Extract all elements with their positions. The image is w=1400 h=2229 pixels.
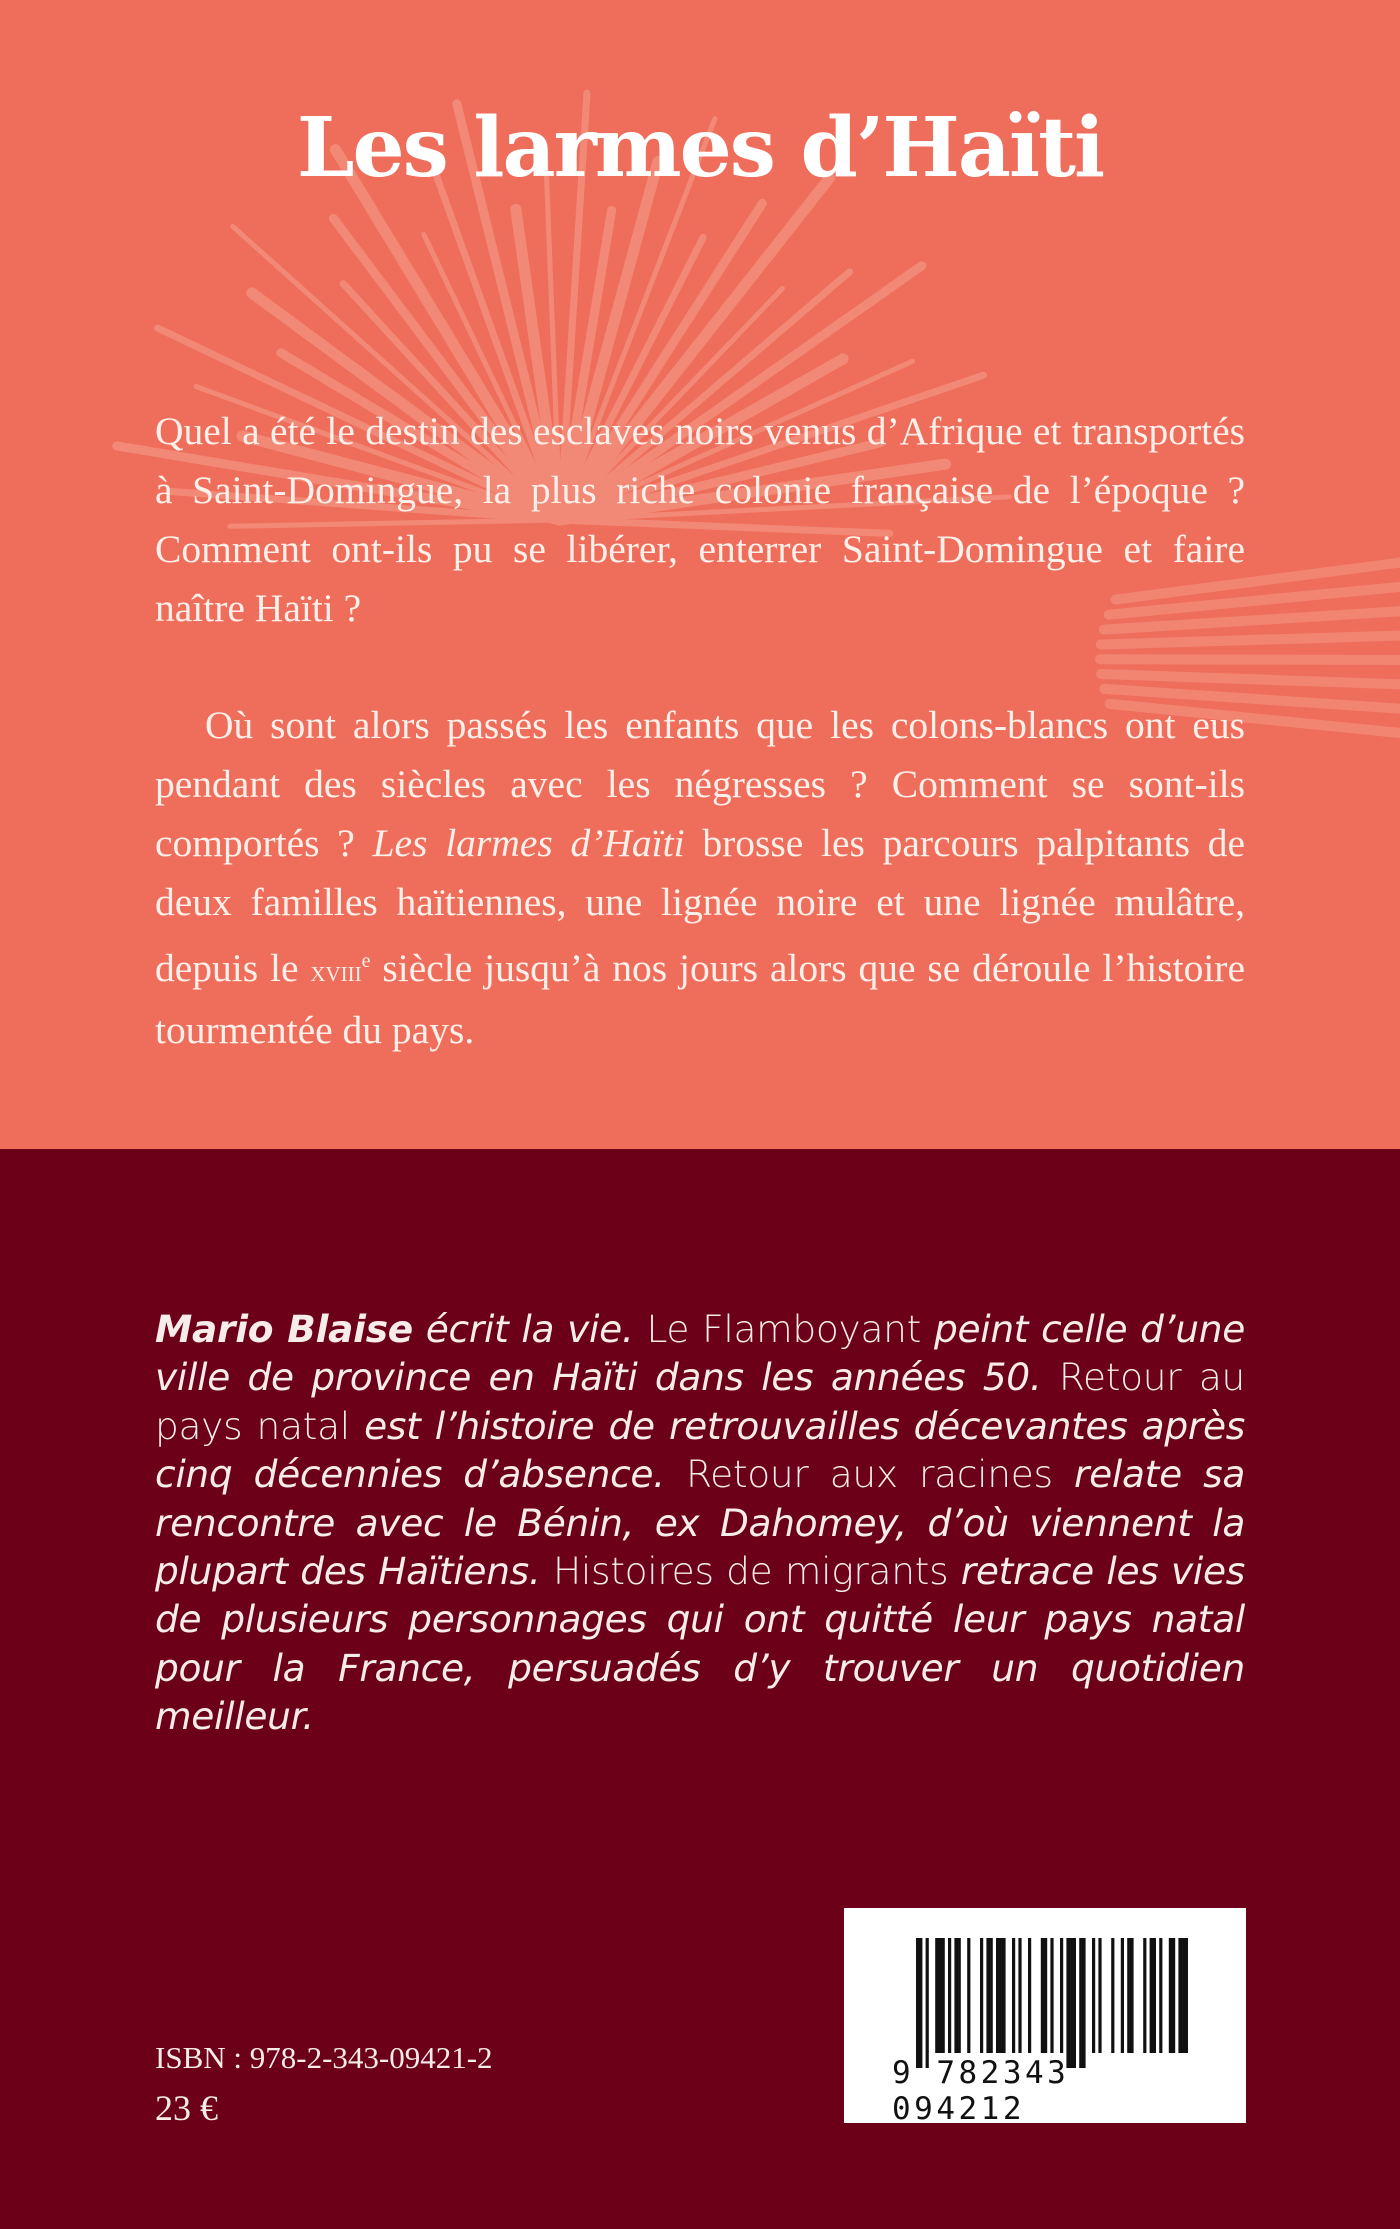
author-book-title: Histoires de migrants: [552, 1549, 949, 1594]
synopsis-book-title: Les larmes d’Haïti: [372, 821, 685, 865]
author-bio: [155, 1305, 1245, 1741]
price: 23 €: [155, 2088, 218, 2128]
author-book-title: Le Flamboyant: [646, 1307, 922, 1351]
book-title: Les larmes d’Haïti: [296, 100, 1104, 196]
synopsis-text: Où sont alors passés les enfants que les colons-blancs ont eus pendant des siècles avec les négresses ? Comment se sont-ils comportés ?: [155, 703, 1245, 865]
synopsis-text: siècle jusqu’à nos jours alors que se déroule l’histoire tourmentée du pays.: [155, 946, 1245, 1052]
author-text: relate sa rencontre avec le Bénin, ex Dahomey, d’où viennent la plupart des Haïtiens.: [155, 1452, 1246, 1594]
barcode: [844, 1908, 1246, 2127]
author-text: peint celle d’une ville de province en Haïti dans les années 50.: [155, 1307, 1245, 1400]
synopsis-paragraph-2: [155, 696, 1245, 1060]
century-numeral: xviii: [310, 955, 362, 988]
author-text: écrit la vie.: [412, 1307, 647, 1351]
author-book-title: Retour aux racines: [686, 1452, 1053, 1497]
barcode-digits: 9 782343 094212: [892, 2055, 1070, 2127]
author-book-title: Retour au pays natal: [155, 1355, 1245, 1448]
century-superscript: e: [361, 950, 371, 972]
synopsis-paragraph-1: Quel a été le destin des esclaves noirs venus d’Afrique et transportés à Saint-Domingue, la plus riche colonie française de l’époque ? Comment ont-ils pu se libérer, enterrer Saint-Domingue et faire naître Haïti ?: [155, 409, 1245, 630]
synopsis-text: brosse les parcours palpitants de deux familles haïtiennes, une lignée noire et une lignée mulâtre, depuis le: [155, 821, 1245, 990]
synopsis: [155, 402, 1245, 1060]
author-text: est l’histoire de retrouvailles décevantes après cinq décennies d’absence.: [155, 1403, 1245, 1497]
author-name: Mario Blaise: [155, 1307, 413, 1351]
isbn: ISBN : 978-2-343-09421-2: [155, 2040, 493, 2075]
author-text: retrace les vies de plusieurs personnages qui ont quitté leur pays natal pour la France, persuadés d’y trouver un quotidien meilleur.: [155, 1549, 1245, 1739]
